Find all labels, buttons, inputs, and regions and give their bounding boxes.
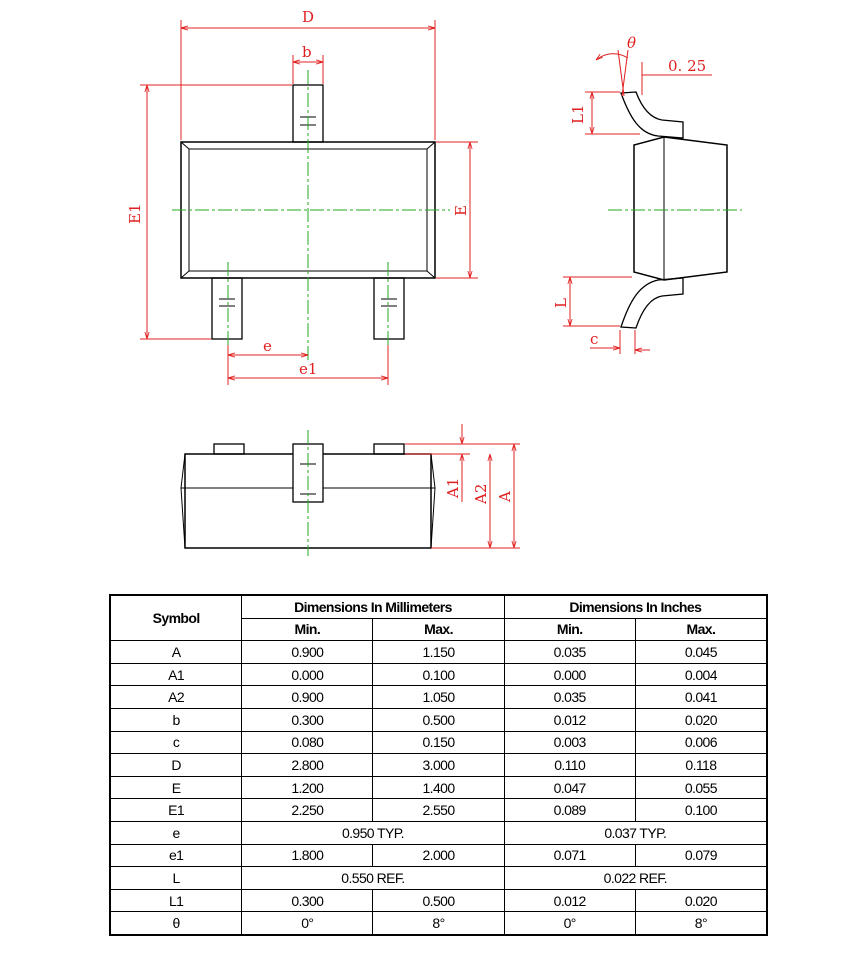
dim-label-L: L <box>552 298 570 308</box>
in-min-cell: 0.089 <box>504 799 635 822</box>
symbol-cell: A2 <box>110 686 242 709</box>
symbol-cell: b <box>110 708 242 731</box>
mm-max-cell: 2.550 <box>373 799 504 822</box>
mm-min-cell: 0° <box>242 912 373 935</box>
mm-min-cell: 0.080 <box>242 731 373 754</box>
table-row <box>110 686 767 709</box>
symbol-cell: D <box>110 754 242 777</box>
table-row <box>110 641 767 664</box>
mm-min-header: Min. <box>242 618 373 641</box>
symbol-cell: A <box>110 641 242 664</box>
in-min-cell: 0.035 <box>504 686 635 709</box>
symbol-cell: c <box>110 731 242 754</box>
inches-header: Dimensions In Inches <box>504 595 767 618</box>
mm-min-cell: 0.900 <box>242 641 373 664</box>
in-max-header: Max. <box>635 618 767 641</box>
dim-label-D: D <box>302 8 315 26</box>
in-min-cell: 0.047 <box>504 776 635 799</box>
mm-min-cell: 0.300 <box>242 708 373 731</box>
table-row <box>110 821 767 844</box>
symbol-cell: L1 <box>110 889 242 912</box>
mm-merged-cell: 0.550 REF. <box>242 867 504 890</box>
in-max-cell: 8° <box>635 912 767 935</box>
in-min-cell: 0.110 <box>504 754 635 777</box>
side-view-body <box>634 137 727 280</box>
mm-max-cell: 8° <box>373 912 504 935</box>
mm-min-cell: 0.000 <box>242 663 373 686</box>
mm-max-cell: 2.000 <box>373 844 504 867</box>
symbol-cell: e <box>110 821 242 844</box>
in-max-cell: 0.041 <box>635 686 767 709</box>
symbol-cell: A1 <box>110 663 242 686</box>
in-max-cell: 0.004 <box>635 663 767 686</box>
symbol-cell: E1 <box>110 799 242 822</box>
mm-max-cell: 0.500 <box>373 889 504 912</box>
mm-min-cell: 1.800 <box>242 844 373 867</box>
dim-label-b: b <box>302 43 312 61</box>
dim-label-A1: A1 <box>444 477 462 498</box>
symbol-header: Symbol <box>110 595 242 641</box>
front-view-lead-left <box>214 444 244 454</box>
dim-label-e: e <box>263 337 272 355</box>
front-view-lead-right <box>374 444 404 454</box>
mm-max-cell: 1.400 <box>373 776 504 799</box>
in-max-cell: 0.006 <box>635 731 767 754</box>
mm-min-cell: 0.900 <box>242 686 373 709</box>
front-view <box>181 424 520 556</box>
dim-label-A: A <box>496 491 514 502</box>
mm-max-cell: 0.150 <box>373 731 504 754</box>
mm-min-cell: 2.800 <box>242 754 373 777</box>
symbol-cell: θ <box>110 912 242 935</box>
table-row <box>110 844 767 867</box>
top-view <box>126 8 478 385</box>
in-merged-cell: 0.037 TYP. <box>504 821 767 844</box>
in-min-cell: 0° <box>504 912 635 935</box>
in-max-cell: 0.100 <box>635 799 767 822</box>
mm-max-header: Max. <box>373 618 504 641</box>
in-max-cell: 0.020 <box>635 708 767 731</box>
bottom-left-lead <box>212 278 242 339</box>
mm-max-cell: 0.500 <box>373 708 504 731</box>
symbol-cell: E <box>110 776 242 799</box>
dimensions-table <box>109 594 768 936</box>
in-min-cell: 0.012 <box>504 708 635 731</box>
dim-label-theta: θ <box>627 34 637 52</box>
dim-label-E: E <box>452 205 470 216</box>
in-merged-cell: 0.022 REF. <box>504 867 767 890</box>
in-max-cell: 0.020 <box>635 889 767 912</box>
in-min-cell: 0.012 <box>504 889 635 912</box>
mm-merged-cell: 0.950 TYP. <box>242 821 504 844</box>
dim-label-lead-thickness: 0. 25 <box>668 57 707 75</box>
symbol-cell: e1 <box>110 844 242 867</box>
table-row <box>110 867 767 890</box>
dim-label-L1: L1 <box>569 104 587 124</box>
side-view-upper-lead <box>621 92 683 138</box>
in-max-cell: 0.055 <box>635 776 767 799</box>
table-row <box>110 799 767 822</box>
table-row <box>110 889 767 912</box>
table-row <box>110 663 767 686</box>
dim-label-c: c <box>590 330 599 348</box>
mm-min-cell: 0.300 <box>242 889 373 912</box>
side-view-lower-lead <box>621 278 683 328</box>
mm-max-cell: 1.050 <box>373 686 504 709</box>
in-min-cell: 0.003 <box>504 731 635 754</box>
table-row <box>110 754 767 777</box>
in-max-cell: 0.079 <box>635 844 767 867</box>
mm-max-cell: 0.100 <box>373 663 504 686</box>
side-view <box>552 34 742 354</box>
dim-label-E1: E1 <box>126 203 144 224</box>
dim-label-A2: A2 <box>472 483 490 504</box>
mm-header: Dimensions In Millimeters <box>242 595 504 618</box>
in-min-cell: 0.071 <box>504 844 635 867</box>
mm-max-cell: 1.150 <box>373 641 504 664</box>
table-row <box>110 708 767 731</box>
in-min-cell: 0.000 <box>504 663 635 686</box>
mm-min-cell: 2.250 <box>242 799 373 822</box>
bottom-right-lead <box>374 278 404 339</box>
table-row <box>110 776 767 799</box>
in-min-header: Min. <box>504 618 635 641</box>
mm-max-cell: 3.000 <box>373 754 504 777</box>
in-max-cell: 0.118 <box>635 754 767 777</box>
in-max-cell: 0.045 <box>635 641 767 664</box>
dim-label-e1: e1 <box>299 360 318 378</box>
mm-min-cell: 1.200 <box>242 776 373 799</box>
in-min-cell: 0.035 <box>504 641 635 664</box>
dimensions-table-body <box>110 641 767 935</box>
symbol-cell: L <box>110 867 242 890</box>
table-row <box>110 912 767 935</box>
table-row <box>110 731 767 754</box>
